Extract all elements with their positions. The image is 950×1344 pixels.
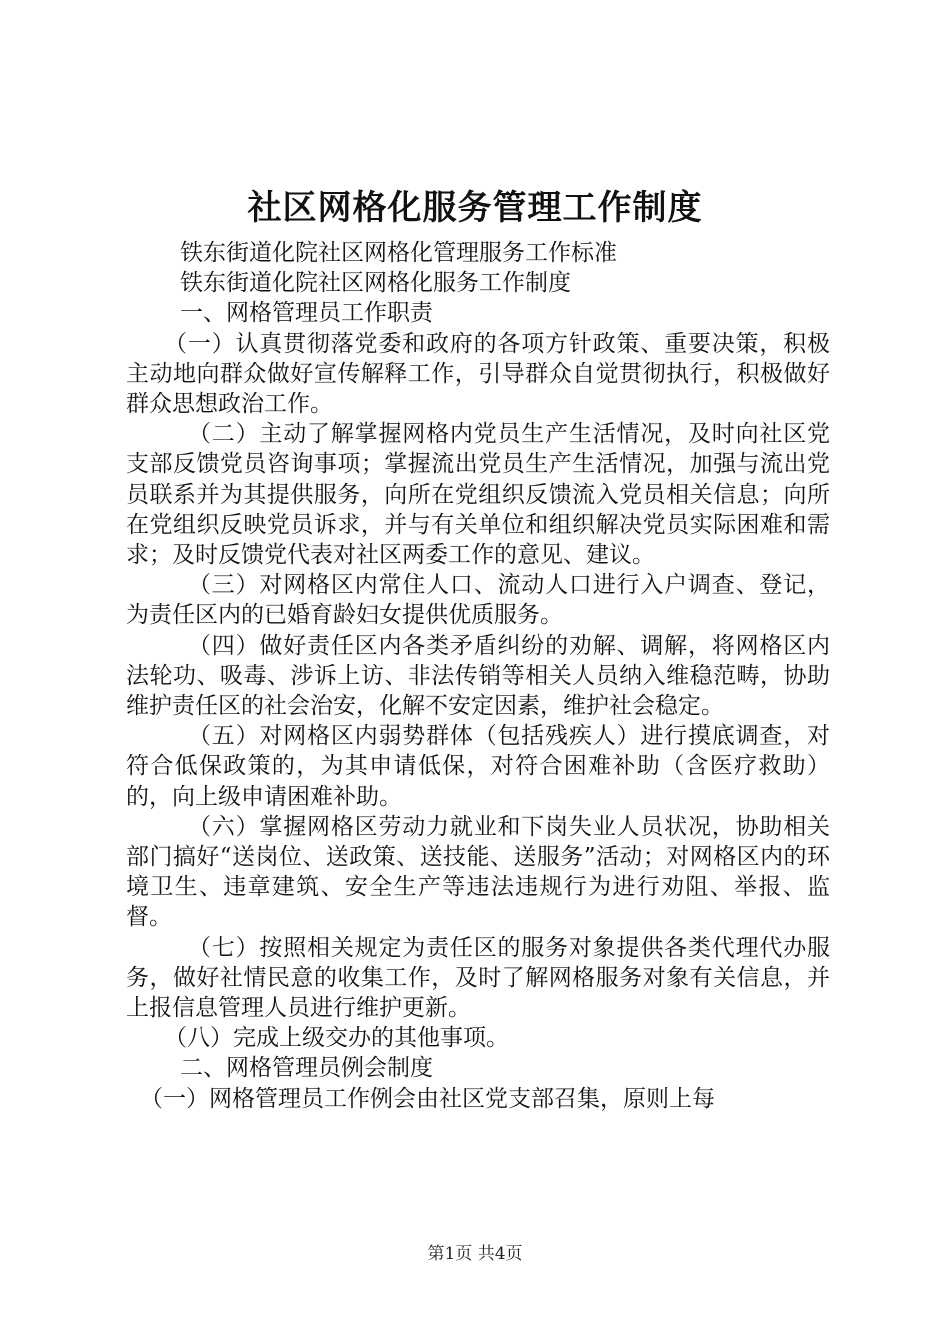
section-heading-meetings: 二、网格管理员例会制度 xyxy=(180,1055,433,1082)
paragraph-duty-4: （四）做好责任区内各类矛盾纠纷的劝解、调解，将网格区内法轮功、吸毒、涉诉上访、非法传销等相关人员纳入维稳范畴，协助维护责任区的社会治安，化解不安定因素，维护社会稳定。 xyxy=(126,632,830,720)
paragraph-duty-5: （五）对网格区内弱势群体（包括残疾人）进行摸底调查，对符合低保政策的，为其申请低保，对符合困难补助（含医疗救助）的，向上级申请困难补助。 xyxy=(126,723,830,810)
page-number-footer: 第1页 共4页 xyxy=(427,1244,523,1264)
subtitle-system: 铁东街道化院社区网格化服务工作制度 xyxy=(180,270,571,297)
subtitle-standard: 铁东街道化院社区网格化管理服务工作标准 xyxy=(180,240,617,266)
document-body xyxy=(126,238,830,1114)
paragraph-duty-8: （八）完成上级交办的其他事项。 xyxy=(164,1025,509,1052)
section-heading-duties: 一、网格管理员工作职责 xyxy=(180,300,433,327)
paragraph-duty-2: （二）主动了解掌握网格内党员生产生活情况，及时向社区党支部反馈党员咨询事项；掌握流出党员生产生活情况，加强与流出党员联系并为其提供服务，向所在党组织反馈流入党员相关信息；向所在党组织反映党员诉求，并与有关单位和组织解决党员实际困难和需求；及时反馈党代表对社区两委工作的意见、建议。 xyxy=(126,421,830,569)
paragraph-duty-6: （六）掌握网格区劳动力就业和下岗失业人员状况，协助相关部门搞好“送岗位、送政策、送技能、送服务”活动；对网格区内的环境卫生、违章建筑、安全生产等违法违规行为进行劝阻、举报、监督。 xyxy=(126,813,830,931)
paragraph-meeting-1: （一）网格管理员工作例会由社区党支部召集，原则上每 xyxy=(140,1085,715,1112)
paragraph-duty-1: （一）认真贯彻落党委和政府的各项方针政策、重要决策，积极主动地向群众做好宣传解释工作，引导群众自觉贯彻执行，积极做好群众思想政治工作。 xyxy=(126,330,830,418)
document-title: 社区网格化服务管理工作制度 xyxy=(247,188,703,228)
paragraph-duty-3: （三）对网格区内常住人口、流动人口进行入户调查、登记，为责任区内的已婚育龄妇女提供优质服务。 xyxy=(126,572,830,629)
paragraph-duty-7: （七）按照相关规定为责任区的服务对象提供各类代理代办服务，做好社情民意的收集工作，及时了解网格服务对象有关信息，并上报信息管理人员进行维护更新。 xyxy=(126,934,830,1022)
